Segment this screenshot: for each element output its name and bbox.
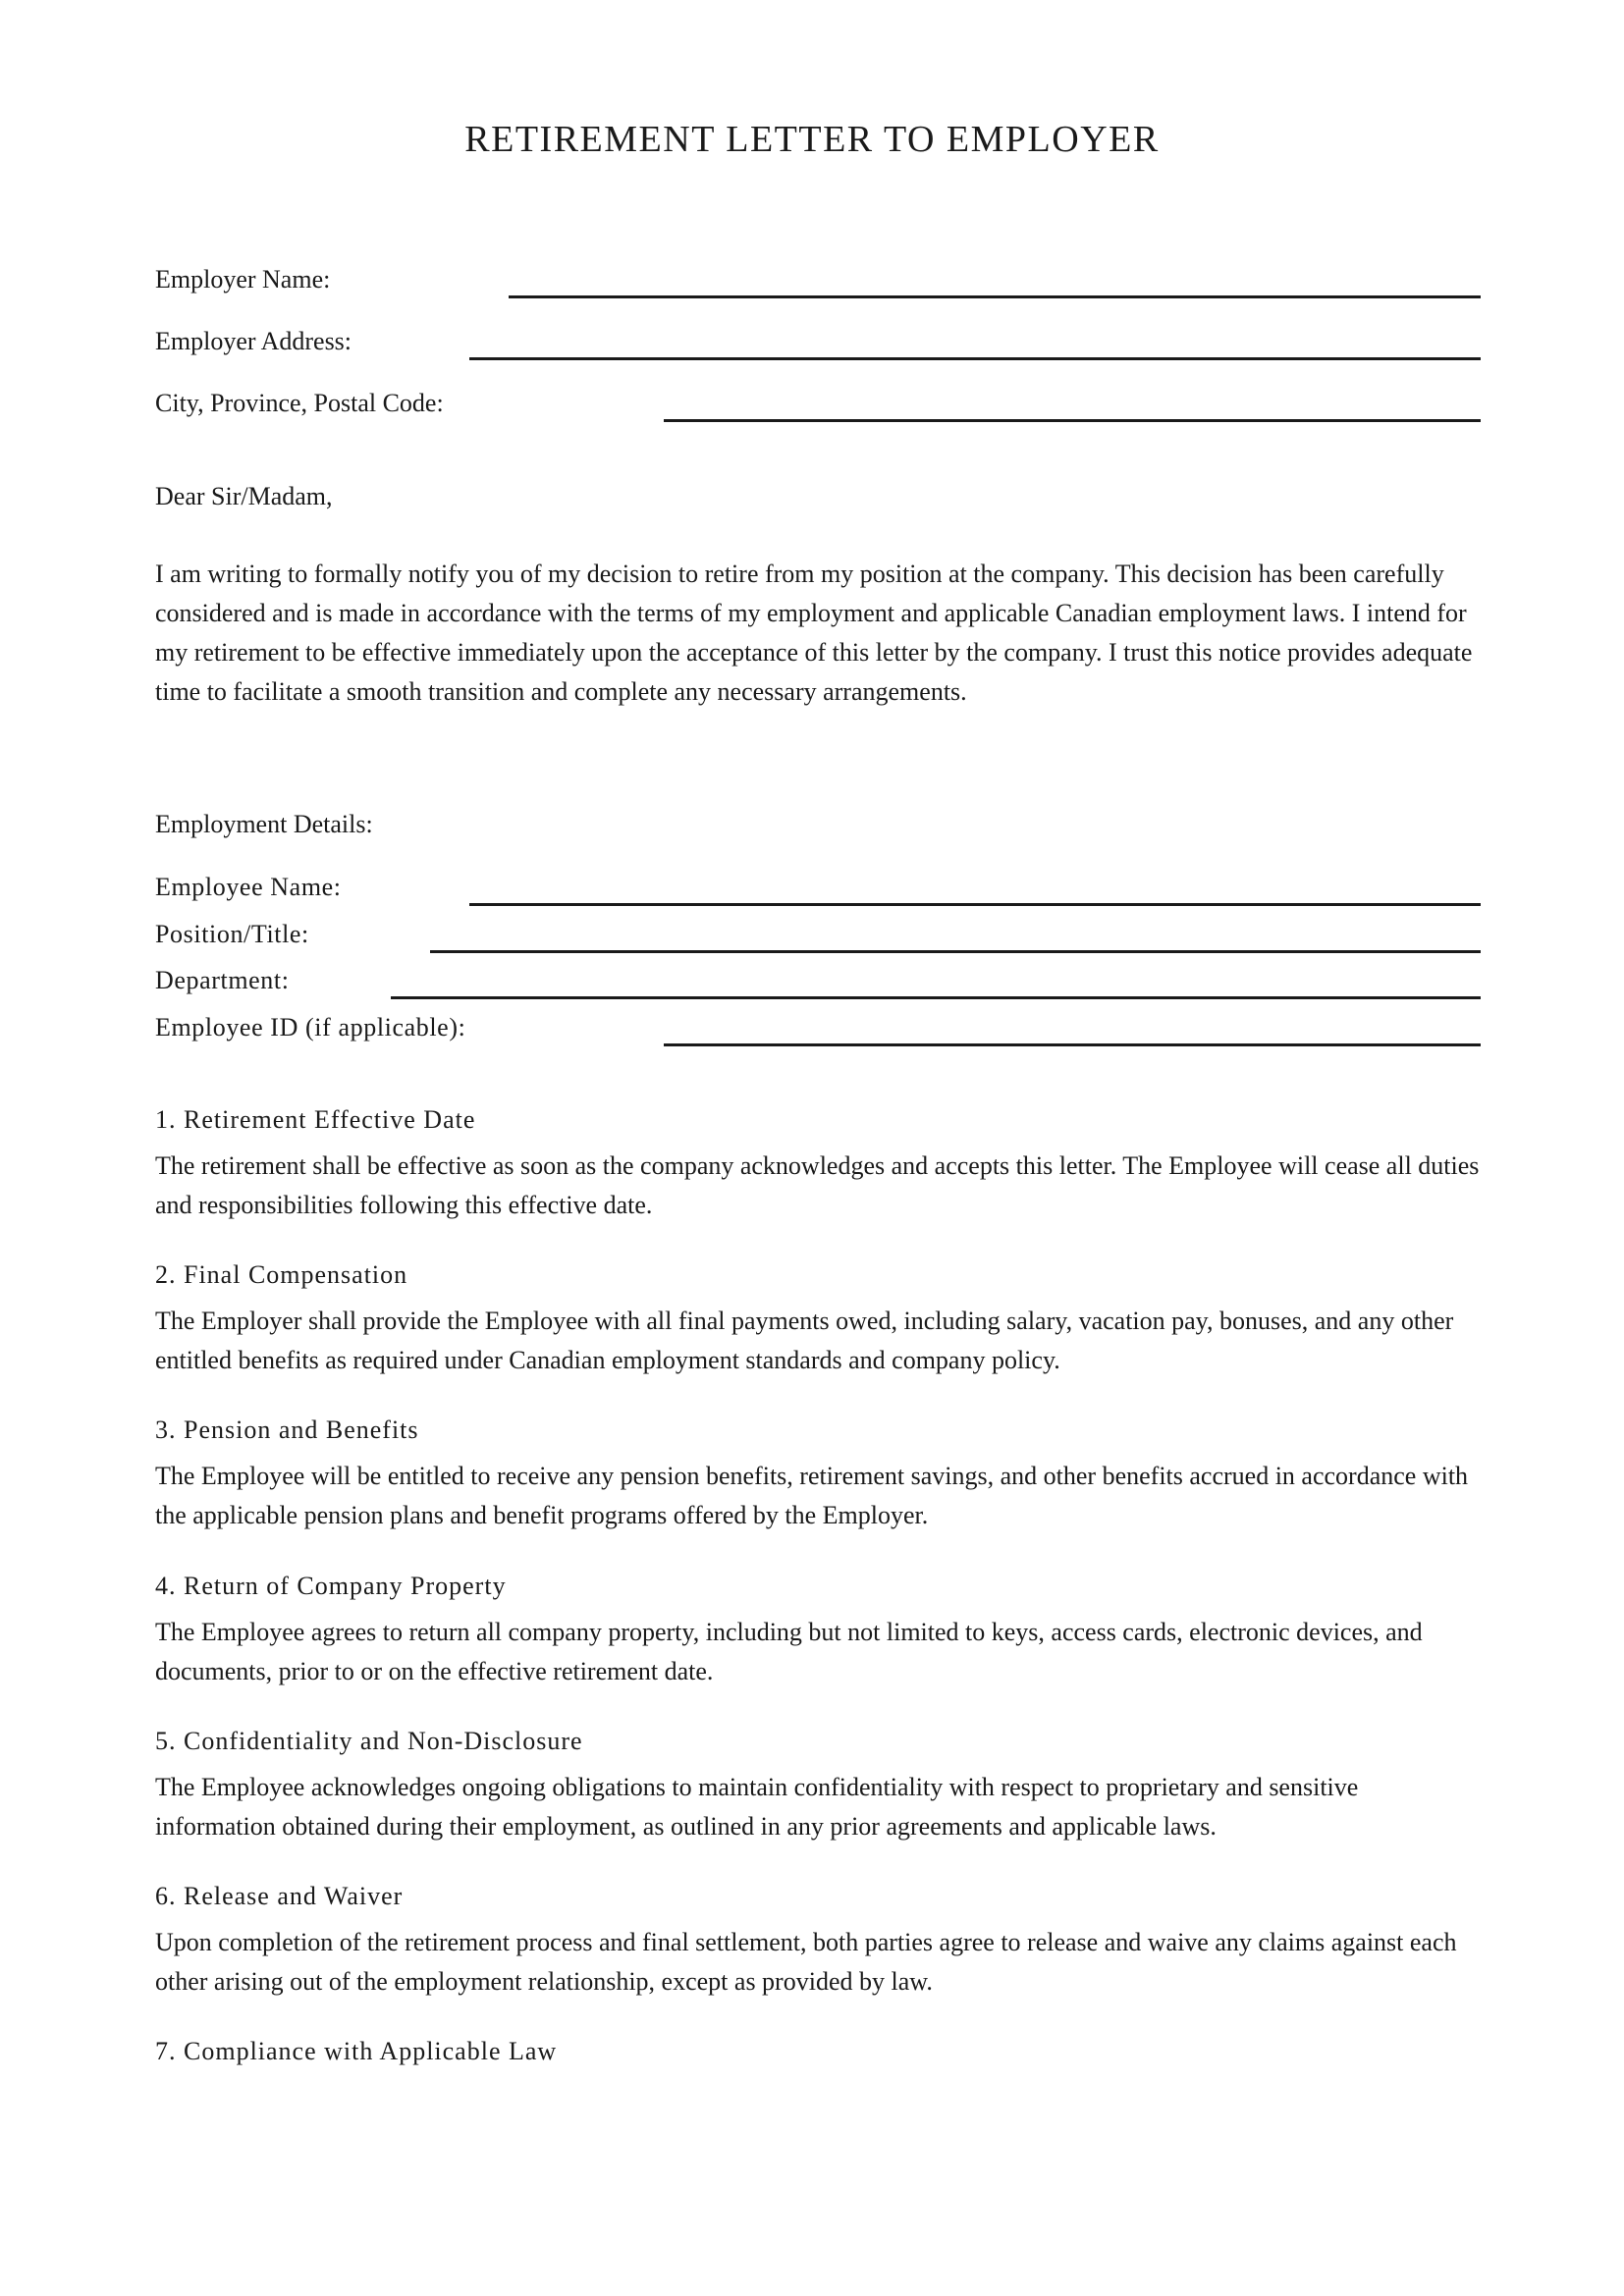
employee-name-input-line[interactable]: [469, 903, 1481, 906]
employee-id-input-line[interactable]: [664, 1043, 1481, 1046]
section-heading: 2. Final Compensation: [155, 1260, 408, 1289]
section-body: Upon completion of the retirement process and final settlement, both parties agree to release and waive any claims against each other arising out of the employment relationship, except as provided by law.: [155, 1928, 1457, 1996]
section-heading: 5. Confidentiality and Non-Disclosure: [155, 1727, 583, 1755]
position-title-field: [155, 915, 1481, 954]
section-body: The Employer shall provide the Employee with all final payments owed, including salary, vacation pay, bonuses, and any other entitled benefits as required under Canadian employment standards and company policy.: [155, 1307, 1454, 1374]
position-title-label: Position/Title:: [155, 920, 309, 948]
position-title-input-line[interactable]: [430, 950, 1481, 953]
employee-name-label: Employee Name:: [155, 873, 342, 901]
section-body: The Employee agrees to return all company property, including but not limited to keys, access cards, electronic devices, and documents, prior to or on the effective retirement date.: [155, 1618, 1423, 1685]
document-title: RETIREMENT LETTER TO EMPLOYER: [464, 119, 1160, 160]
employee-id-label: Employee ID (if applicable):: [155, 1013, 466, 1041]
employment-details-heading: Employment Details:: [155, 810, 373, 838]
section-heading: 7. Compliance with Applicable Law: [155, 2037, 558, 2065]
intro-paragraph: I am writing to formally notify you of my decision to retire from my position at the company. This decision has been carefully considered and is made in accordance with the terms of my employment and applicable Canadian employment laws. I intend for my retirement to be effective immediately upon the acceptance of this letter by the company. I trust this notice provides adequate time to facilitate a smooth transition and complete any necessary arrangements.: [155, 560, 1473, 706]
department-input-line[interactable]: [391, 996, 1481, 999]
section-heading: 3. Pension and Benefits: [155, 1415, 419, 1444]
employer-address-label: Employer Address:: [155, 327, 352, 355]
department-label: Department:: [155, 966, 290, 994]
employee-id-field: [155, 1008, 1481, 1047]
department-field: [155, 961, 1481, 1000]
employer-address-input-line[interactable]: [469, 357, 1481, 360]
salutation: Dear Sir/Madam,: [155, 482, 333, 510]
section-heading: 4. Return of Company Property: [155, 1572, 507, 1600]
employer-name-input-line[interactable]: [509, 295, 1481, 298]
city-province-postal-input-line[interactable]: [664, 419, 1481, 422]
employer-name-label: Employer Name:: [155, 265, 331, 294]
employer-address-field: [155, 322, 1481, 361]
city-province-postal-label: City, Province, Postal Code:: [155, 389, 444, 417]
section-body: The retirement shall be effective as soon as the company acknowledges and accepts this letter. The Employee will cease all duties and responsibilities following this effective date.: [155, 1151, 1480, 1219]
employer-name-field: [155, 260, 1481, 299]
section-heading: 1. Retirement Effective Date: [155, 1105, 476, 1134]
section-heading: 6. Release and Waiver: [155, 1882, 404, 1910]
section-body: The Employee will be entitled to receive any pension benefits, retirement savings, and other benefits accrued in accordance with the applicable pension plans and benefit programs offered by the Employer.: [155, 1462, 1469, 1529]
section-body: The Employee acknowledges ongoing obligations to maintain confidentiality with respect to proprietary and sensitive information obtained during their employment, as outlined in any prior agreements and applicable laws.: [155, 1773, 1359, 1841]
city-province-postal-field: [155, 384, 1481, 423]
employee-name-field: [155, 868, 1481, 907]
